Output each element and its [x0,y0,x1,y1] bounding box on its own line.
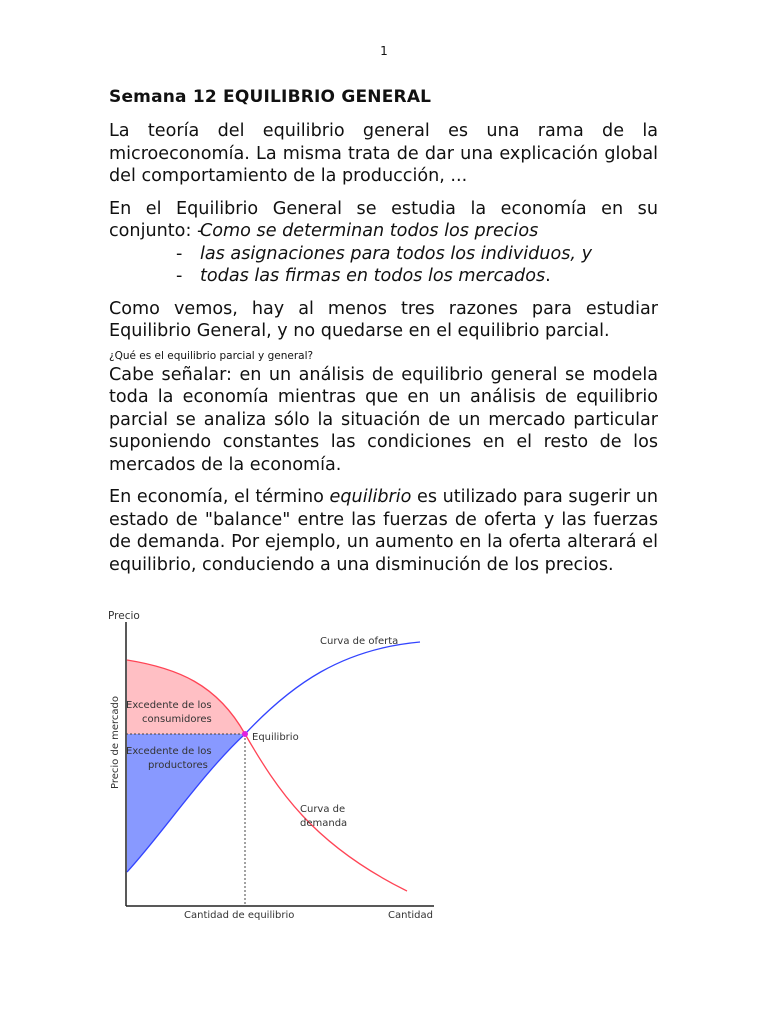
y-axis-title: Precio [108,610,140,622]
list-item-text: Como se determinan todos los precios [200,221,539,241]
x-axis-label: Cantidad de equilibrio [184,910,295,921]
paragraph-equilibrium-term: En economía, el término equilibrio es utilizado para sugerir un estado de "balance" entre las fuerzas de oferta y las fuerzas de demanda. Por ejemplo, un aumento en la oferta alterará el equilibrio, conduciendo a una disminución de los precios. [109,487,659,575]
paragraph-general-equilibrium [109,198,658,288]
emphasis-equilibrio: equilibrio [329,487,412,507]
demand-label-line2: demanda [300,818,348,829]
document-title: Semana 12 EQUILIBRIO GENERAL [109,87,432,107]
question-heading: ¿Qué es el equilibrio parcial y general? [109,349,314,362]
list-item-text: - todas las firmas en todos los mercados [176,266,546,286]
x-axis-title: Cantidad [388,910,433,921]
paragraph-comparison: Cabe señalar: en un análisis de equilibrio general se modela toda la economía mientras que en un análisis de equilibrio parcial se analiza sólo la situación de un mercado particular suponiendo constantes las condiciones en el resto de los mercados de la economía. [109,364,658,475]
list-dash: - [176,266,183,286]
list-dash: - [176,243,183,264]
paragraph-line: En el Equilibrio General se estudia la economía en su [109,198,658,219]
paragraph-definition: La teoría del equilibrio general es una rama de la microeconomía. La misma trata de dar una explicación global del comportamiento de la producción, ... [109,121,658,186]
list-item [109,243,658,266]
consumer-surplus-label-line2: consumidores [142,714,212,725]
paragraph-reasons: Como vemos, hay al menos tres razones para estudiar Equilibrio General, y no quedarse en el equilibrio parcial. [109,298,658,341]
supply-demand-figure [102,604,442,924]
page-number: 1 [380,44,388,58]
y-axis-label: Precio de mercado [110,695,121,789]
consumer-surplus-label-line1: Excedente de los [126,700,212,711]
list-item-text: - las asignaciones para todos los individuos, y [176,243,592,264]
equilibrium-point [242,731,248,737]
equilibrium-label: Equilibrio [252,732,299,743]
document-body [109,86,658,576]
demand-label-line1: Curva de [300,804,346,815]
list-item [109,220,658,243]
list-item [109,265,658,288]
producer-surplus-label-line1: Excedente de los [126,746,212,757]
list-end: . [545,266,551,286]
list-lead: conjunto: - [109,221,204,241]
producer-surplus-label-line2: productores [148,760,208,771]
supply-label: Curva de oferta [320,636,399,647]
